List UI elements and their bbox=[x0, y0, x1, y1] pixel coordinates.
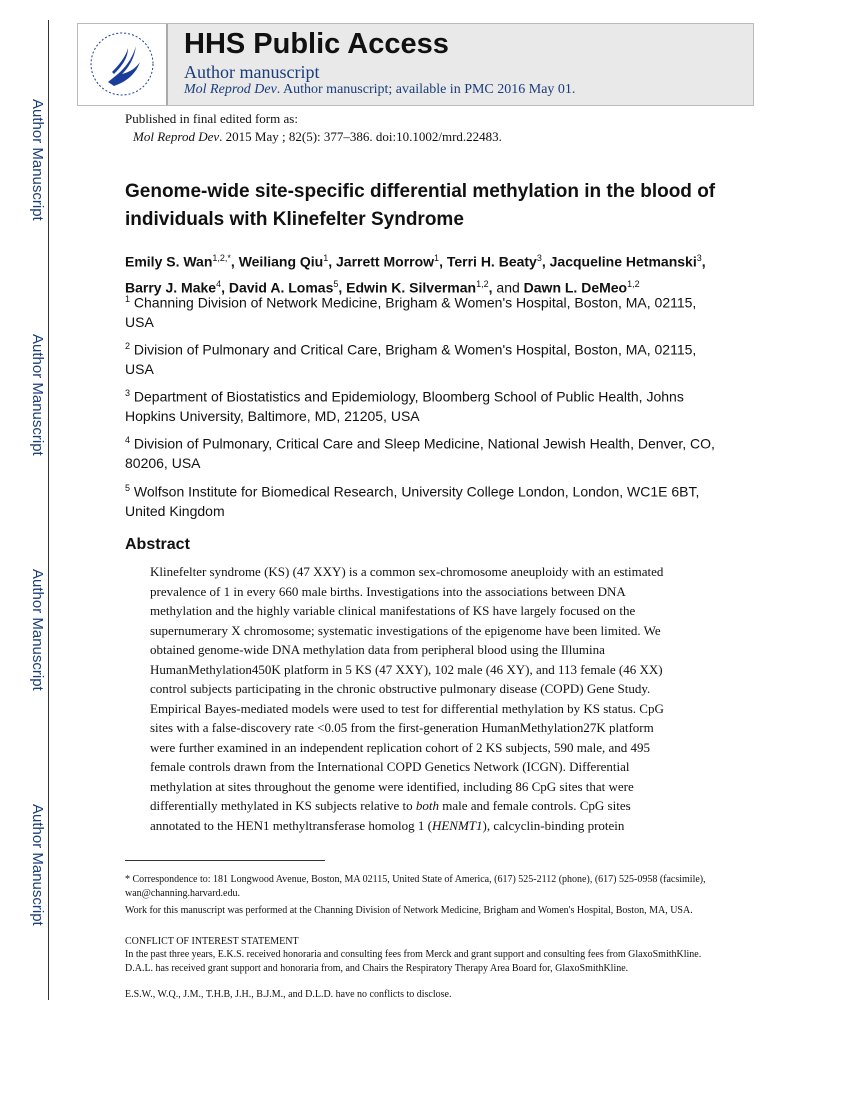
footnote-no-conflicts: E.S.W., W.Q., J.M., T.H.B, J.H., B.J.M., and D.L.D. have no conflicts to disclose. bbox=[125, 989, 452, 1000]
abstract-line: female controls drawn from the International COPD Genetics Network (ICGN). Differential bbox=[150, 759, 630, 774]
abstract-line: methylation and the highly variable clinical manifestations of KS have largely focused on the bbox=[150, 603, 636, 618]
abstract-heading: Abstract bbox=[125, 536, 190, 553]
side-label: Author Manuscript bbox=[29, 99, 46, 221]
abstract-body bbox=[150, 562, 710, 835]
footnote-coi-heading: CONFLICT OF INTEREST STATEMENT bbox=[125, 936, 299, 947]
footnote-rule bbox=[125, 860, 325, 861]
abstract-line: Empirical Bayes-mediated models were used to test for differential methylation by KS status. CpG bbox=[150, 700, 664, 716]
abstract-line: prevalence of 1 in every 660 male births. Investigations into the associations between DNA bbox=[150, 583, 626, 599]
author-list: Emily S. Wan$^{1,2,*}$, Weiliang Qiu$^1$, Jarrett Morrow$^1$, Terri H. Beaty$^3$, Jacqueline Hetmanski$^3$, Barry J. Make$^4$, David A. Lomas$^5$, Edwin K. Silverman$^{1,2}$, and Dawn L. DeMeo$^{1,2}$ bbox=[125, 253, 706, 296]
hhs-logo-icon bbox=[78, 24, 168, 105]
footnote-work: Work for this manuscript was performed at the Channing Division of Network Medicine, Brigham and Women's Hospital, Boston, MA, USA. bbox=[125, 905, 693, 916]
affiliation: $^5$ Wolfson Institute for Biomedical Research, University College London, London, WC1E 6BT, United Kingdom bbox=[125, 483, 700, 519]
header-availability: Mol Reprod Dev. Author manuscript; available in PMC 2016 May 01. bbox=[184, 82, 576, 97]
side-label: Author Manuscript bbox=[29, 334, 46, 456]
abstract-line: were further examined in an independent replication cohort of 2 KS subjects, 590 male, and 495 bbox=[150, 739, 650, 755]
affiliation: $^1$ Channing Division of Network Medicine, Brigham & Women's Hospital, Boston, MA, 02115, USA bbox=[125, 294, 697, 330]
abstract-line: Klinefelter syndrome (KS) (47 XXY) is a common sex-chromosome aneuploidy with an estimated bbox=[150, 564, 664, 579]
header-subtitle: Author manuscript bbox=[184, 62, 320, 82]
affiliation: $^2$ Division of Pulmonary and Critical Care, Brigham & Women's Hospital, Boston, MA, 02115, USA bbox=[125, 341, 697, 377]
footnote-correspondence: * Correspondence to: 181 Longwood Avenue, Boston, MA 02115, United State of America, (617) 525-2112 (phone), (617) 525-0958 (facsimile), wan@channing.harvard.edu. bbox=[125, 874, 706, 899]
header-title: HHS Public Access bbox=[184, 28, 449, 60]
abstract-line: HumanMethylation450K platform in 5 KS (47 XXY), 102 male (46 XY), and 113 female (46 XX) bbox=[150, 661, 663, 677]
abstract-line: obtained genome-wide DNA methylation data from peripheral blood using the Illumina bbox=[150, 642, 605, 657]
abstract-line: methylation at sites throughout the genome were identified, including 86 CpG sites that were bbox=[150, 778, 634, 794]
article-title: Genome-wide site-specific differential methylation in the blood of individuals with Klinefelter Syndrome bbox=[125, 181, 716, 230]
margin-rule bbox=[48, 20, 49, 1000]
affiliation: $^3$ Department of Biostatistics and Epidemiology, Bloomberg School of Public Health, Johns Hopkins University, Baltimore, MD, 21205, USA bbox=[125, 388, 684, 424]
abstract-line: differentially methylated in KS subjects relative to both male and female controls. CpG sites bbox=[150, 798, 631, 813]
abstract-line: annotated to the HEN1 methyltransferase homolog 1 (HENMT1), calcyclin-binding protein bbox=[150, 817, 625, 833]
abstract-line: sites with a false-discovery rate <0.05 from the first-generation HumanMethylation27K platform bbox=[150, 720, 654, 735]
affiliation: $^4$ Division of Pulmonary, Critical Care and Sleep Medicine, National Jewish Health, Denver, CO, 80206, USA bbox=[125, 435, 715, 471]
footnote-coi: In the past three years, E.K.S. received honoraria and consulting fees from Merck and grant support and consulting fees from GlaxoSmithKline. D.A.L. has received grant support and honoraria from, and Chairs the Respiratory Therapy Area Board for, GlaxoSmithKline. bbox=[125, 949, 702, 974]
abstract-line: control subjects participating in the chronic obstructive pulmonary disease (COPD) Gene Study. bbox=[150, 681, 651, 696]
publication-info: Published in final edited form as: Mol Reprod Dev. 2015 May ; 82(5): 377–386. doi:10.1002/mrd.22483. bbox=[125, 111, 502, 144]
hhs-header bbox=[77, 23, 754, 106]
abstract-line: supernumerary X chromosome; systematic investigations of the epigenome have been limited. We bbox=[150, 622, 661, 638]
side-label: Author Manuscript bbox=[29, 569, 46, 691]
side-label: Author Manuscript bbox=[29, 804, 46, 926]
